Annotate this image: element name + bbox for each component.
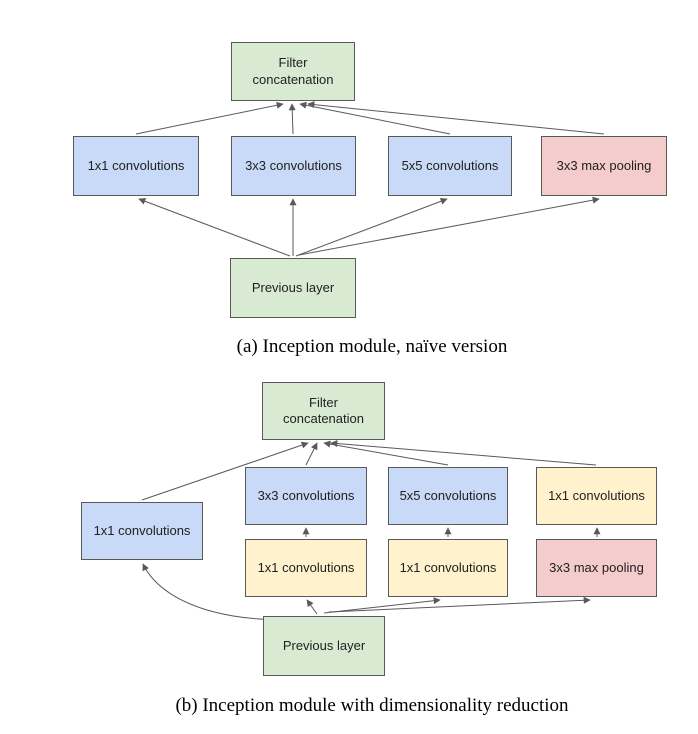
node-b-1x1-convolutions-after-pool [536,467,657,525]
node-b-1x1-convolutions-left [81,502,203,560]
node-label: 1x1 convolutions [87,157,185,173]
node-label: Previous layer [251,279,335,295]
edge-a-prev-to-pool [299,199,599,255]
node-label: 1x1 convolutions [548,487,645,503]
node-label: 3x3 convolutions [245,157,342,173]
node-label: 3x3 max pooling [549,559,644,575]
node-b-3x3-convolutions [245,467,367,525]
edge-b-5x5-to-concat [324,443,448,465]
diagram-b-edges [142,443,597,620]
edge-b-1x1tr-to-concat [331,443,596,465]
edge-a-5x5-to-concat [300,104,450,134]
node-label: 3x3 convolutions [257,487,355,503]
node-a-5x5-convolutions [388,136,512,196]
node-label: 3x3 max pooling [556,157,652,173]
node-label: Filter concatenation [283,394,364,426]
edge-a-pool-to-concat [308,104,604,134]
edge-b-prev-to-pool [329,600,590,612]
node-label: 1x1 convolutions [399,559,497,575]
node-b-filter-concatenation [262,382,385,440]
edge-a-1x1-to-concat [136,104,283,134]
node-label: 5x5 convolutions [399,487,497,503]
edge-b-3x3-to-concat [306,443,317,465]
node-label: 1x1 convolutions [93,522,191,538]
edge-b-prev-to-reduce3x3 [307,600,317,614]
node-label: 1x1 convolutions [257,559,355,575]
node-label: Filter concatenation [252,55,334,87]
node-label: Previous layer [282,637,366,653]
node-label: 5x5 convolutions [401,157,499,173]
caption-a: (a) Inception module, naïve version [236,336,508,357]
diagram-a-edges [136,104,604,256]
node-b-5x5-convolutions [388,467,508,525]
node-b-1x1-convolutions-before-5x5 [388,539,508,597]
node-a-previous-layer [230,258,356,318]
caption-b: (b) Inception module with dimensionality reduction [175,695,569,716]
edge-a-3x3-to-concat [292,104,293,134]
node-b-previous-layer [263,616,385,676]
edge-a-prev-to-5x5 [296,199,447,256]
node-a-3x3-convolutions [231,136,356,196]
node-a-filter-concatenation [231,42,355,101]
node-b-3x3-max-pooling [536,539,657,597]
edge-a-prev-to-1x1 [139,199,290,256]
node-a-1x1-convolutions [73,136,199,196]
node-b-1x1-convolutions-before-3x3 [245,539,367,597]
node-a-3x3-max-pooling [541,136,667,196]
